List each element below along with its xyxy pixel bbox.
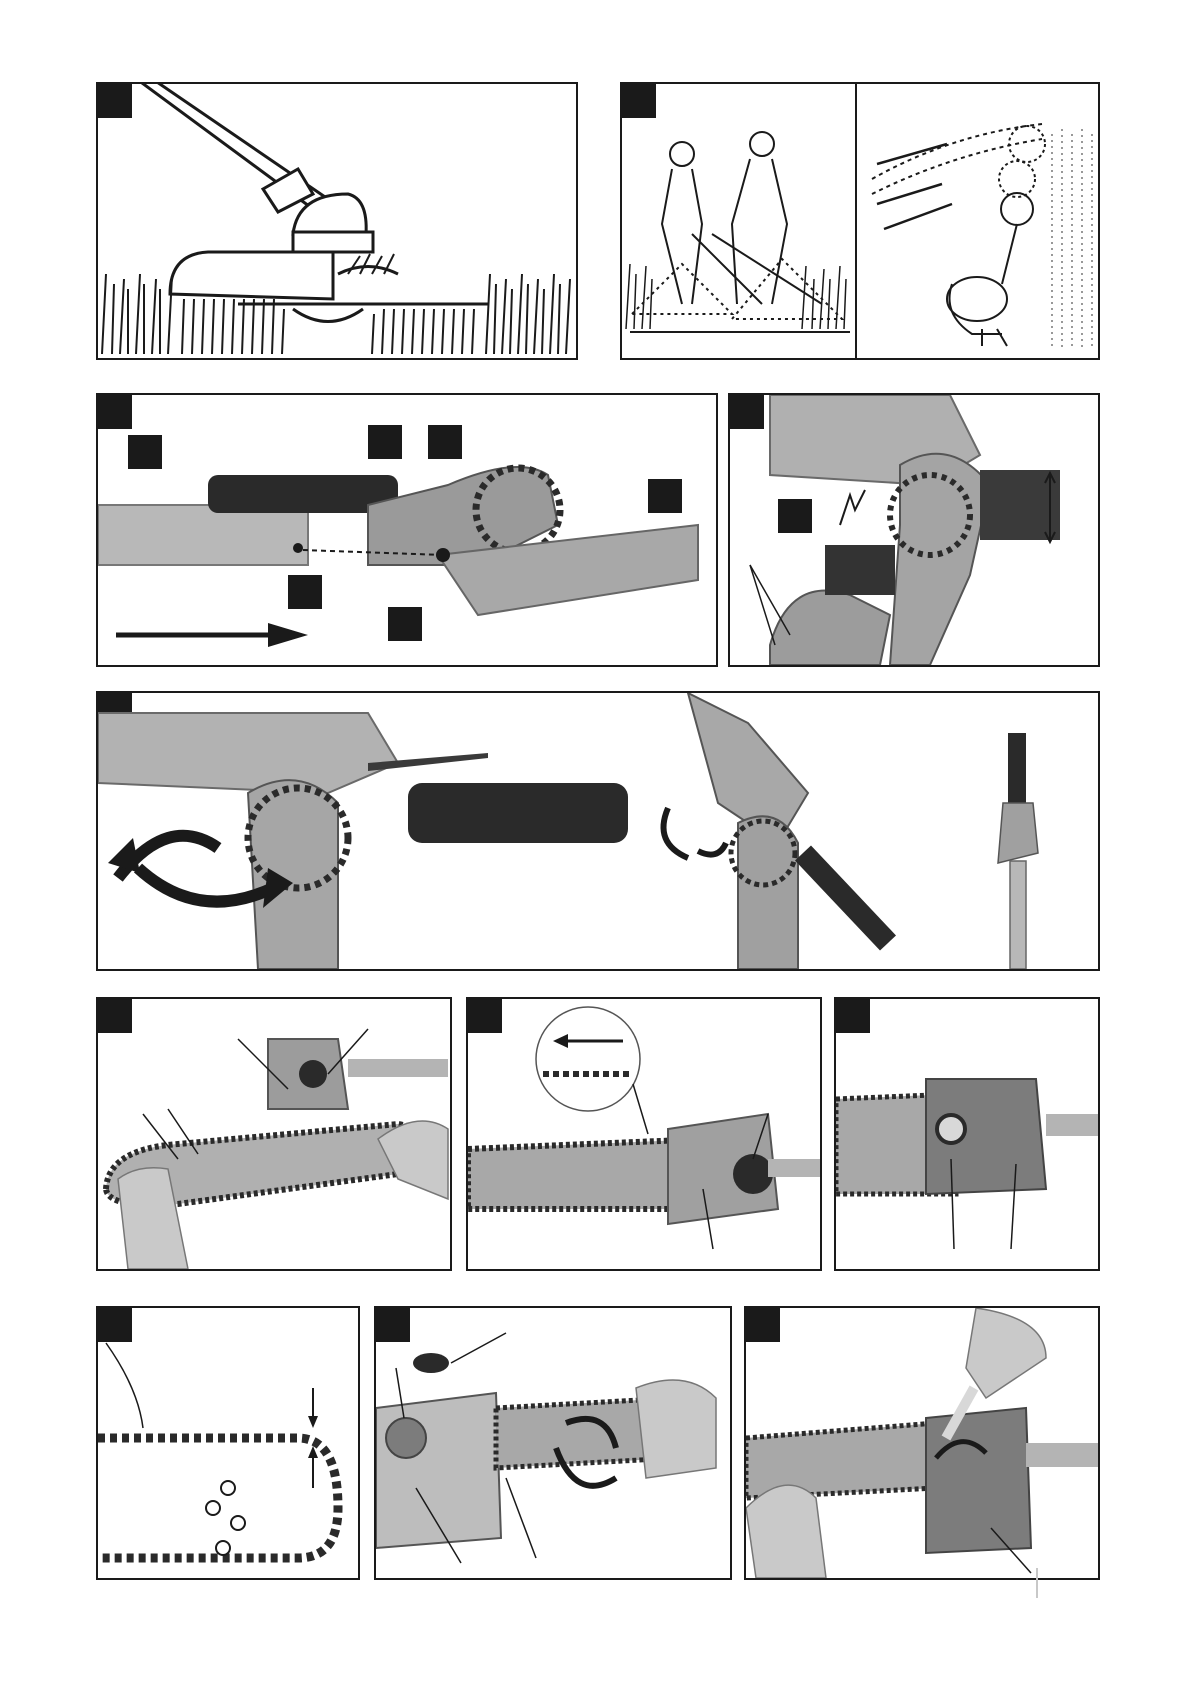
bar-fit-photo (98, 999, 450, 1269)
figure-panel-head-rotation (96, 691, 1100, 971)
figure-panel-bar-guard (728, 393, 1100, 667)
head-rotation-photo (98, 693, 1098, 969)
page-edge-mark (1036, 1568, 1038, 1598)
figure-panel-trimmer-grass (96, 82, 578, 360)
tighten-nut-photo (746, 1308, 1098, 1578)
bar-guard-photo (730, 395, 1098, 665)
figure-panel-operators (620, 82, 1100, 360)
figure-panel-bar-fit (96, 997, 452, 1271)
chain-direction-photo (468, 999, 820, 1269)
figure-panel-chain-direction (466, 997, 822, 1271)
figure-panel-shaft-assembly (96, 393, 718, 667)
chain-tension-photo (98, 1308, 358, 1578)
shaft-assembly-photo (98, 395, 716, 665)
figure-panel-chain-tension (96, 1306, 360, 1580)
trimmer-illustration (98, 84, 576, 358)
figure-panel-cover-nut (834, 997, 1100, 1271)
figure-panel-tension-adjust (374, 1306, 732, 1580)
tension-adjust-photo (376, 1308, 730, 1578)
figure-panel-tighten-nut (744, 1306, 1100, 1580)
operators-illustration (622, 84, 1098, 358)
cover-nut-photo (836, 999, 1098, 1269)
